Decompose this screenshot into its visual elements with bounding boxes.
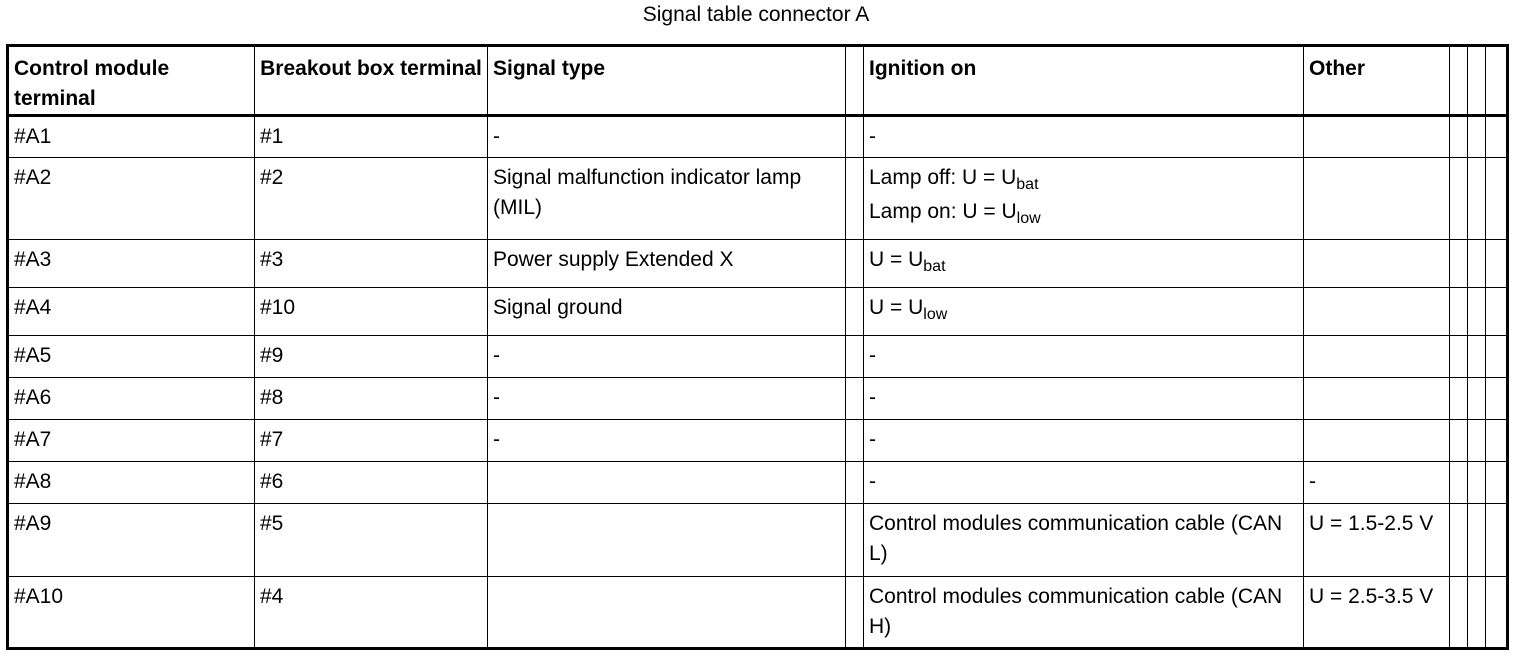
table-row	[8, 577, 1508, 649]
signal-table	[6, 44, 1509, 650]
cell-control-module-terminal: #A9	[8, 504, 255, 577]
cell-control-module-terminal: #A3	[8, 240, 255, 288]
cell-breakout-box-terminal: #2	[255, 158, 488, 240]
cell-other	[1304, 420, 1450, 462]
cell-empty	[1486, 158, 1508, 240]
cell-breakout-box-terminal: #1	[255, 116, 488, 158]
cell-signal-type: -	[488, 336, 846, 378]
cell-empty	[1468, 158, 1486, 240]
cell-gap	[846, 462, 864, 504]
table-row	[8, 504, 1508, 577]
cell-gap	[846, 240, 864, 288]
cell-empty	[1486, 577, 1508, 649]
cell-signal-type	[488, 462, 846, 504]
cell-empty	[1450, 116, 1468, 158]
cell-empty	[1468, 504, 1486, 577]
cell-empty	[1450, 577, 1468, 649]
cell-empty	[1450, 462, 1468, 504]
cell-breakout-box-terminal: #9	[255, 336, 488, 378]
header-signal-type: Signal type	[488, 46, 846, 116]
table-row	[8, 462, 1508, 504]
cell-gap	[846, 116, 864, 158]
cell-ignition-on: Control modules communication cable (CAN H)	[864, 577, 1304, 649]
cell-signal-type: -	[488, 420, 846, 462]
cell-empty	[1486, 336, 1508, 378]
cell-ignition-on: -	[864, 462, 1304, 504]
ignition-line-lamp-on: Lamp on: $U = U_{low}$	[869, 200, 1041, 227]
cell-breakout-box-terminal: #5	[255, 504, 488, 577]
header-gap-column	[846, 46, 864, 116]
cell-ignition-on: -	[864, 378, 1304, 420]
table-caption: Signal table connector A	[642, 3, 870, 26]
header-other: Other	[1304, 46, 1450, 116]
header-row	[8, 46, 1508, 116]
cell-other: -	[1304, 462, 1450, 504]
cell-ignition-on	[864, 158, 1304, 240]
cell-empty	[1468, 420, 1486, 462]
cell-ignition-on: -	[864, 336, 1304, 378]
cell-other	[1304, 240, 1450, 288]
cell-control-module-terminal: #A8	[8, 462, 255, 504]
cell-control-module-terminal: #A2	[8, 158, 255, 240]
header-empty-column-2	[1468, 46, 1486, 116]
cell-empty	[1468, 116, 1486, 158]
cell-other	[1304, 116, 1450, 158]
cell-empty	[1468, 336, 1486, 378]
header-empty-column-1	[1450, 46, 1468, 116]
cell-gap	[846, 336, 864, 378]
header-breakout-box-terminal: Breakout box terminal	[255, 46, 488, 116]
cell-other	[1304, 288, 1450, 336]
cell-empty	[1486, 504, 1508, 577]
cell-breakout-box-terminal: #8	[255, 378, 488, 420]
cell-other: U = 1.5-2.5 V	[1304, 504, 1450, 577]
cell-signal-type: Power supply Extended X	[488, 240, 846, 288]
cell-empty	[1486, 240, 1508, 288]
table-row	[8, 288, 1508, 336]
cell-empty	[1450, 420, 1468, 462]
cell-signal-type: -	[488, 378, 846, 420]
cell-other: U = 2.5-3.5 V	[1304, 577, 1450, 649]
cell-empty	[1468, 240, 1486, 288]
cell-gap	[846, 288, 864, 336]
cell-empty	[1486, 420, 1508, 462]
cell-signal-type: Signal malfunction indicator lamp (MIL)	[488, 158, 846, 240]
cell-empty	[1450, 288, 1468, 336]
cell-ignition-on: Control modules communication cable (CAN L)	[864, 504, 1304, 577]
cell-other	[1304, 378, 1450, 420]
cell-empty	[1486, 462, 1508, 504]
cell-empty	[1468, 288, 1486, 336]
cell-signal-type	[488, 504, 846, 577]
cell-signal-type: Signal ground	[488, 288, 846, 336]
cell-control-module-terminal: #A7	[8, 420, 255, 462]
cell-breakout-box-terminal: #7	[255, 420, 488, 462]
cell-empty	[1486, 116, 1508, 158]
cell-gap	[846, 158, 864, 240]
cell-control-module-terminal: #A1	[8, 116, 255, 158]
cell-other	[1304, 158, 1450, 240]
header-control-module-terminal: Control module terminal	[8, 46, 255, 116]
cell-empty	[1450, 336, 1468, 378]
cell-signal-type: -	[488, 116, 846, 158]
cell-breakout-box-terminal: #3	[255, 240, 488, 288]
cell-empty	[1450, 240, 1468, 288]
cell-breakout-box-terminal: #6	[255, 462, 488, 504]
cell-empty	[1450, 158, 1468, 240]
cell-breakout-box-terminal: #4	[255, 577, 488, 649]
cell-control-module-terminal: #A5	[8, 336, 255, 378]
table-row	[8, 116, 1508, 158]
cell-ignition-on: -	[864, 116, 1304, 158]
cell-empty	[1450, 504, 1468, 577]
ignition-line-lamp-off: Lamp off: $U = U_{bat}$	[869, 166, 1039, 193]
table-row	[8, 240, 1508, 288]
cell-signal-type	[488, 577, 846, 649]
table-row	[8, 378, 1508, 420]
cell-empty	[1468, 577, 1486, 649]
cell-breakout-box-terminal: #10	[255, 288, 488, 336]
table-row	[8, 420, 1508, 462]
cell-control-module-terminal: #A6	[8, 378, 255, 420]
header-ignition-on: Ignition on	[864, 46, 1304, 116]
cell-empty	[1486, 288, 1508, 336]
cell-ignition-on: $U = U_{bat}$	[864, 240, 1304, 288]
cell-gap	[846, 504, 864, 577]
header-empty-column-3	[1486, 46, 1508, 116]
cell-other	[1304, 336, 1450, 378]
cell-control-module-terminal: #A10	[8, 577, 255, 649]
cell-empty	[1450, 378, 1468, 420]
table-row	[8, 336, 1508, 378]
table-row	[8, 158, 1508, 240]
cell-empty	[1468, 462, 1486, 504]
cell-empty	[1486, 378, 1508, 420]
cell-gap	[846, 378, 864, 420]
cell-empty	[1468, 378, 1486, 420]
cell-ignition-on: $U = U_{low}$	[864, 288, 1304, 336]
cell-gap	[846, 420, 864, 462]
cell-control-module-terminal: #A4	[8, 288, 255, 336]
cell-gap	[846, 577, 864, 649]
cell-ignition-on: -	[864, 420, 1304, 462]
